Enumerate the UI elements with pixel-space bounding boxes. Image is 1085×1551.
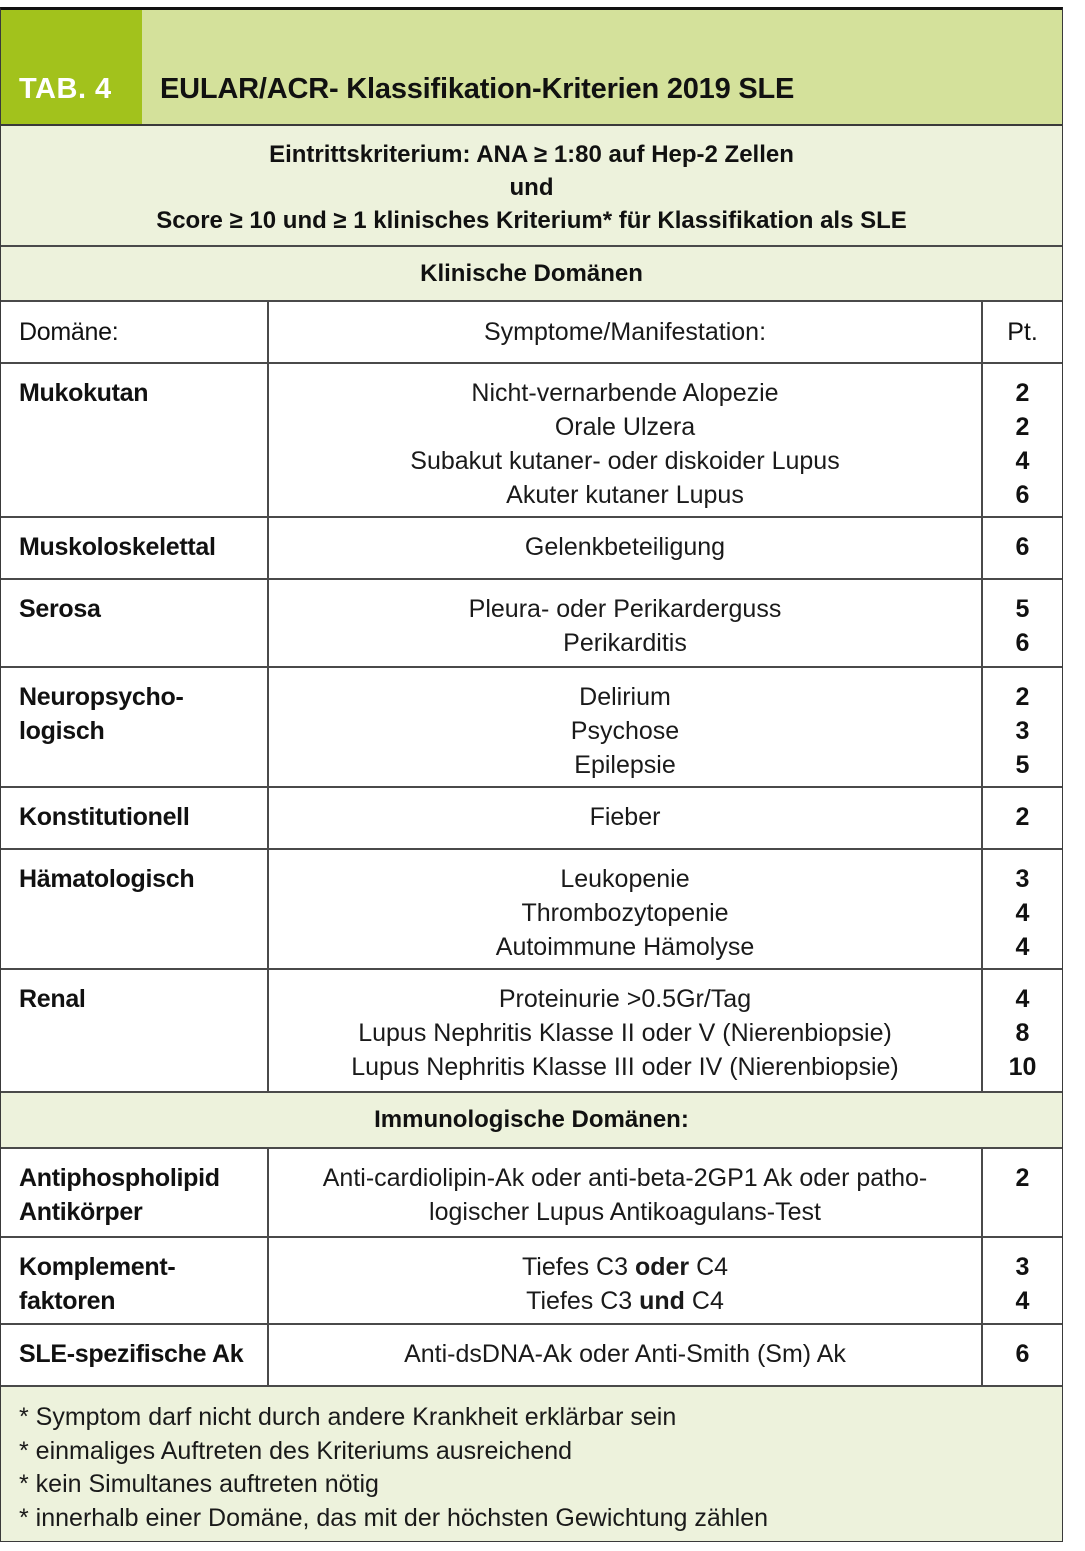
domain-name: Antiphospholipid — [19, 1164, 220, 1192]
symptom: Akuter kutaner Lupus — [506, 481, 744, 509]
symptoms-cell — [269, 788, 983, 848]
symptom-text: C4 — [689, 1253, 729, 1281]
points-value: 3 — [1015, 1253, 1030, 1281]
symptom: Leukopenie — [560, 865, 690, 893]
symptom: Autoimmune Hämolyse — [495, 933, 755, 961]
table-row — [1, 970, 1062, 1093]
column-header-row — [1, 302, 1062, 364]
symptoms-cell — [269, 364, 983, 516]
domain-name: logisch — [19, 717, 105, 745]
domain-name: Komplement- — [19, 1253, 176, 1281]
symptom: Perikarditis — [563, 629, 687, 657]
symptom-text: Tiefes C3 — [526, 1287, 640, 1315]
symptom: Fieber — [589, 803, 661, 831]
points-cell — [983, 668, 1062, 786]
table-row — [1, 1238, 1062, 1325]
points-value: 6 — [1015, 533, 1030, 561]
symptom: Thrombozytopenie — [521, 899, 729, 927]
symptom: Nicht-vernarbende Alopezie — [471, 379, 779, 407]
symptom-emphasis: oder — [634, 1253, 690, 1281]
points-value: 4 — [1015, 985, 1030, 1013]
symptom: Anti-dsDNA-Ak oder Anti-Smith (Sm) Ak — [404, 1340, 846, 1368]
domain-name: Antikörper — [19, 1198, 143, 1226]
points-value: 3 — [1015, 865, 1030, 893]
points-value: 2 — [1015, 1164, 1030, 1192]
domain-name: Muskoloskelettal — [19, 533, 216, 561]
points-cell — [983, 788, 1062, 848]
symptoms-cell — [269, 1238, 983, 1323]
symptoms-cell — [269, 580, 983, 666]
symptom: Pleura- oder Perikarderguss — [468, 595, 782, 623]
symptom: Subakut kutaner- oder diskoider Lupus — [410, 447, 840, 475]
points-value: 5 — [1015, 595, 1030, 623]
symptoms-cell — [269, 668, 983, 786]
column-header-domain: Domäne: — [1, 302, 269, 362]
classification-table — [0, 7, 1063, 1542]
points-value: 2 — [1015, 379, 1030, 407]
section-clinical-domains: Klinische Domänen — [1, 247, 1062, 302]
symptom — [269, 1250, 981, 1284]
table-row — [1, 788, 1062, 850]
domain-cell — [1, 1149, 269, 1236]
domain-name: Serosa — [19, 595, 101, 623]
domain-name: Mukokutan — [19, 379, 149, 407]
points-cell — [983, 580, 1062, 666]
table-row — [1, 1325, 1062, 1387]
points-value: 6 — [1015, 629, 1030, 657]
points-value: 5 — [1015, 751, 1030, 779]
points-value: 8 — [1015, 1019, 1030, 1047]
symptom: Proteinurie >0.5Gr/Tag — [498, 985, 752, 1013]
points-value: 6 — [1015, 1340, 1030, 1368]
symptom: Anti-cardiolipin-Ak oder anti-beta-2GP1 Ak oder patho- — [322, 1164, 928, 1192]
points-cell — [983, 1238, 1062, 1323]
domain-name: Renal — [19, 985, 86, 1013]
domain-name: Konstitutionell — [19, 803, 190, 831]
section-immunological-domains: Immunologische Domänen: — [1, 1093, 1062, 1149]
points-value: 2 — [1015, 803, 1030, 831]
symptoms-cell — [269, 1149, 983, 1236]
points-cell — [983, 970, 1062, 1091]
table-row — [1, 580, 1062, 668]
points-value: 2 — [1015, 413, 1030, 441]
table-title: EULAR/ACR- Klassifikation-Kriterien 2019 SLE — [142, 10, 1062, 124]
points-value: 3 — [1015, 717, 1030, 745]
domain-cell — [1, 850, 269, 968]
domain-name: faktoren — [19, 1287, 116, 1315]
table-row — [1, 364, 1062, 518]
points-cell — [983, 518, 1062, 578]
symptom: Psychose — [570, 717, 680, 745]
domain-cell — [1, 970, 269, 1091]
domain-name: Hämatologisch — [19, 865, 195, 893]
symptom-text: Tiefes C3 — [521, 1253, 635, 1281]
symptom: Lupus Nephritis Klasse II oder V (Nierenbiopsie) — [358, 1019, 892, 1047]
symptoms-cell — [269, 1325, 983, 1385]
domain-cell — [1, 668, 269, 786]
points-cell — [983, 1325, 1062, 1385]
points-value: 4 — [1015, 1287, 1030, 1315]
domain-name: SLE-spezifische Ak — [19, 1340, 244, 1368]
table-row — [1, 1149, 1062, 1238]
points-cell — [983, 364, 1062, 516]
symptoms-cell — [269, 850, 983, 968]
points-value: 4 — [1015, 933, 1030, 961]
symptom-emphasis: und — [639, 1287, 685, 1315]
domain-cell — [1, 518, 269, 578]
score-criterion-line: Score ≥ 10 und ≥ 1 klinisches Kriterium* für Klassifikation als SLE — [156, 207, 907, 234]
footnote: * innerhalb einer Domäne, das mit der höchsten Gewichtung zählen — [19, 1503, 769, 1532]
table-row — [1, 668, 1062, 788]
symptom-text: C4 — [684, 1287, 724, 1315]
domain-cell — [1, 580, 269, 666]
table-row — [1, 518, 1062, 580]
table-row — [1, 850, 1062, 970]
domain-cell — [1, 364, 269, 516]
entry-criterion-line: Eintrittskriterium: ANA ≥ 1:80 auf Hep-2 Zellen — [269, 141, 794, 168]
points-value: 10 — [1008, 1053, 1037, 1081]
footnotes — [1, 1387, 1062, 1541]
footnote: * kein Simultanes auftreten nötig — [19, 1470, 379, 1498]
points-value: 4 — [1015, 447, 1030, 475]
symptom: Delirium — [579, 683, 671, 711]
column-header-symptoms: Symptome/Manifestation: — [269, 302, 983, 362]
domain-cell — [1, 1238, 269, 1323]
symptom: Gelenkbeteiligung — [524, 533, 726, 561]
footnote: * Symptom darf nicht durch andere Krankheit erklärbar sein — [19, 1403, 677, 1431]
domain-name: Neuropsycho- — [19, 683, 184, 711]
entry-criteria — [1, 126, 1062, 247]
table-number: TAB. 4 — [1, 10, 142, 124]
footnote: * einmaliges Auftreten des Kriteriums ausreichend — [19, 1436, 573, 1465]
points-cell — [983, 850, 1062, 968]
symptom: Orale Ulzera — [554, 413, 696, 441]
symptom: Lupus Nephritis Klasse III oder IV (Nierenbiopsie) — [351, 1053, 899, 1081]
points-value: 2 — [1015, 683, 1030, 711]
table-header — [1, 10, 1062, 126]
domain-cell — [1, 1325, 269, 1385]
points-value: 4 — [1015, 899, 1030, 927]
points-value: 6 — [1015, 481, 1030, 509]
immunological-rows — [1, 1149, 1062, 1387]
symptom — [269, 1284, 981, 1318]
points-cell — [983, 1149, 1062, 1236]
domain-cell — [1, 788, 269, 848]
symptoms-cell — [269, 970, 983, 1091]
entry-criterion-conjunction: und — [509, 174, 554, 201]
symptom: logischer Lupus Antikoagulans-Test — [429, 1198, 821, 1226]
symptoms-cell — [269, 518, 983, 578]
clinical-rows — [1, 364, 1062, 1093]
symptom: Epilepsie — [574, 751, 676, 779]
column-header-points: Pt. — [1007, 318, 1038, 346]
